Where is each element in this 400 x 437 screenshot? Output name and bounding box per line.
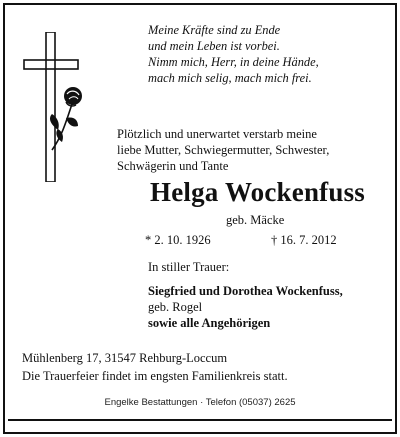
poem-line: Meine Kräfte sind zu Ende (148, 23, 281, 37)
announcement-line: Plötzlich und unerwartet verstarb meine (117, 127, 317, 141)
mourner-relatives: sowie alle Angehörigen (148, 316, 271, 330)
footer-rule (8, 419, 392, 421)
mourner-name: Siegfried und Dorothea Wockenfuss, (148, 284, 343, 298)
mourners-list (148, 283, 343, 331)
announcement-line: liebe Mutter, Schwiegermutter, Schwester, (117, 143, 330, 157)
address: Mühlenberg 17, 31547 Rehburg-Loccum (22, 351, 228, 365)
announcement-line: Schwägerin und Tante (117, 159, 229, 173)
poem-line: und mein Leben ist vorbei. (148, 39, 280, 53)
ceremony-note: Die Trauerfeier findet im engsten Familienkreis statt. (22, 369, 288, 383)
deceased-name: Helga Wockenfuss (150, 177, 365, 207)
poem-line: mach mich selig, mach mich frei. (148, 71, 312, 85)
death-announcement (117, 126, 379, 174)
maiden-name: geb. Mäcke (226, 213, 285, 227)
poem-line: Nimm mich, Herr, in deine Hände, (148, 55, 319, 69)
death-date: † 16. 7. 2012 (271, 233, 337, 247)
mourner-maiden-name: geb. Rogel (148, 300, 203, 314)
mourners-heading: In stiller Trauer: (148, 260, 230, 274)
poem (148, 22, 319, 86)
cross-icon (22, 32, 102, 182)
funeral-home-footer: Engelke Bestattungen · Telefon (05037) 2625 (104, 397, 296, 408)
birth-date: * 2. 10. 1926 (145, 233, 211, 247)
